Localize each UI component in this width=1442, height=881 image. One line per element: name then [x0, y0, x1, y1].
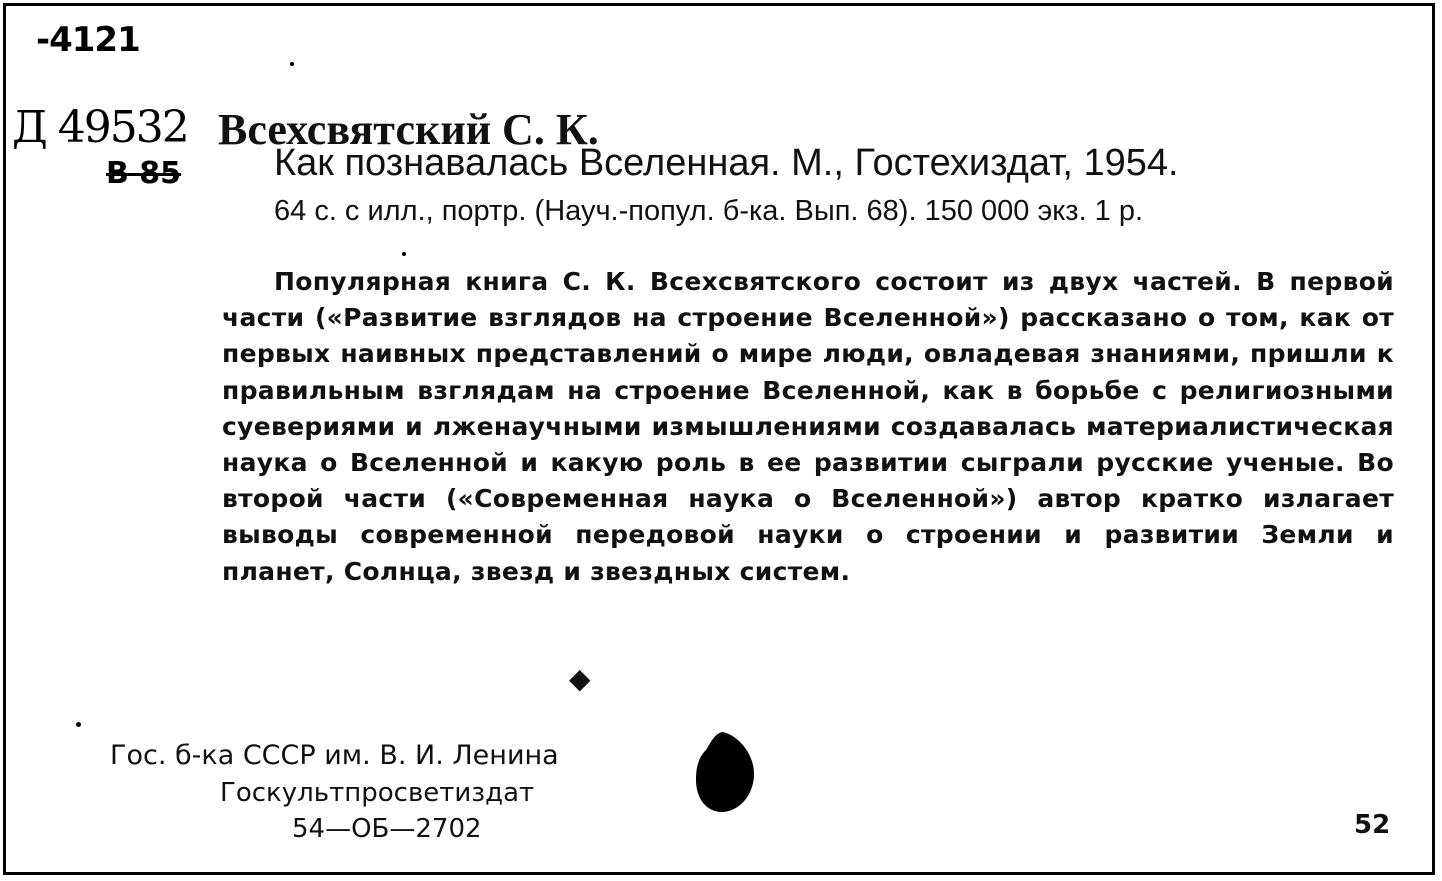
handwritten-shelf-mark: В 85 — [106, 156, 182, 191]
library-name: Гос. б-ка СССР им. В. И. Ленина — [110, 740, 559, 771]
handwritten-call-number: Д 49532 — [12, 102, 188, 153]
publisher-name: Госкультпросветиздат — [220, 778, 535, 808]
ink-blot-stamp — [692, 730, 756, 814]
annotation-text: Популярная книга С. К. Всехсвятского состоит из двух частей. В первой части («Развитие взглядов на строение Вселенной») рассказано о том, как от первых наивных представлений о мире люди, овладевая знаниями, пришли к правильным взглядам на строение Вселенной, как в борьбе с религиозными суевериями и лженаучными измышлениями создавалась материалистическая наука о Вселенной и какую роль в ее развитии сыграли русские ученые. Во второй части («Современная наука о Вселенной») автор кратко излагает выводы современной передовой науки о строении и развитии Земли и планет, Солнца, звезд и звездных систем. — [222, 267, 1394, 586]
imprint-details: 64 с. с илл., портр. (Науч.-попул. б-ка. Вып. 68). 150 000 экз. 1 р. — [274, 195, 1144, 227]
catalog-card — [3, 3, 1435, 875]
print-code: 54—ОБ—2702 — [292, 814, 482, 844]
book-title: Как познавалась Вселенная. М., Гостехиздат, 1954. — [274, 142, 1179, 184]
separator-diamond: ◆ — [569, 662, 591, 695]
punch-mark — [76, 722, 81, 727]
punch-mark — [402, 252, 406, 256]
handwritten-top-number: -4121 — [36, 20, 140, 60]
punch-mark — [290, 62, 294, 66]
page-number: 52 — [1354, 810, 1391, 840]
author-heading: Всехсвятский С. К. — [218, 105, 599, 154]
